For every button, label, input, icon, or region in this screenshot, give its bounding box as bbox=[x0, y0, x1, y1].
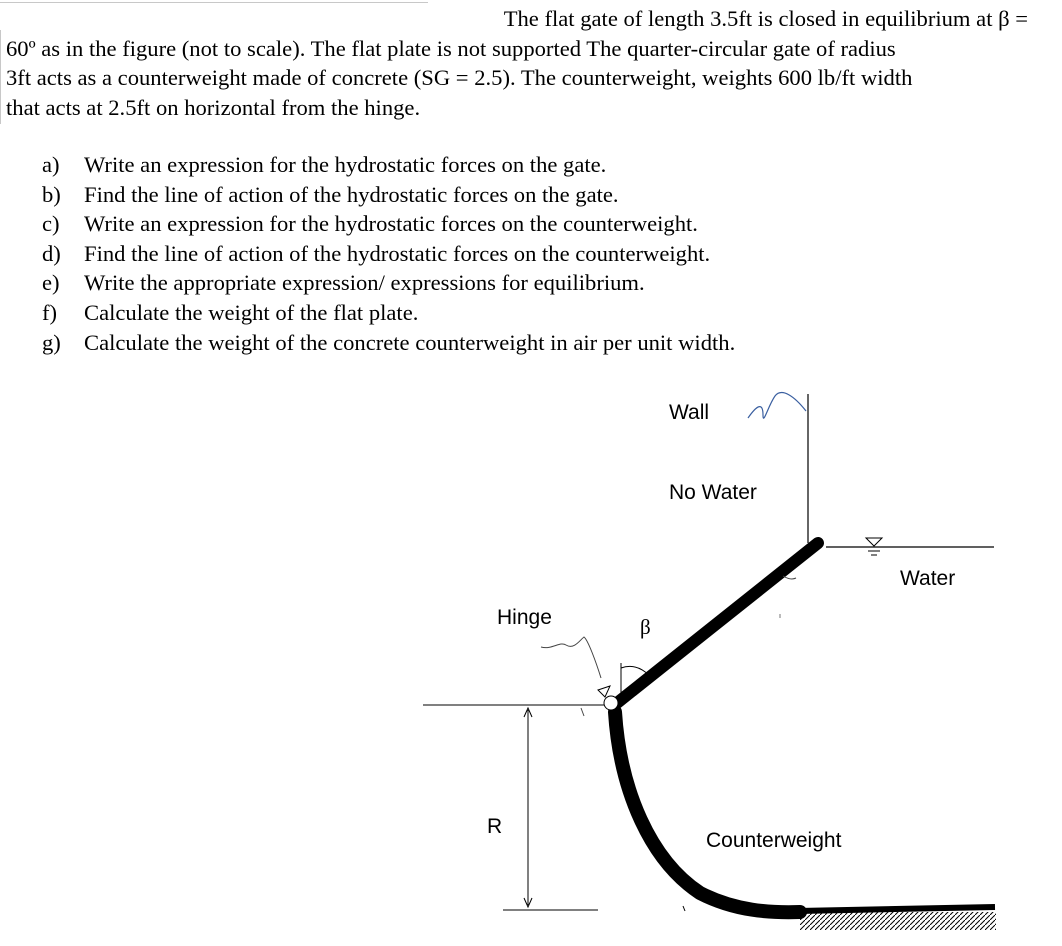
problem-line: The flat gate of length 3.5ft is closed in equilibrium at β = bbox=[503, 6, 1028, 31]
problem-line: 3ft acts as a counterweight made of concrete (SG = 2.5). The counterweight, weights 600 lb/ft width bbox=[6, 65, 913, 90]
beta-label: β bbox=[640, 615, 651, 639]
question-text: Calculate the weight of the flat plate. bbox=[84, 299, 419, 325]
wall-squiggle bbox=[748, 393, 806, 419]
question-text: Find the line of action of the hydrostatic forces on the gate. bbox=[84, 181, 619, 207]
water-label: Water bbox=[900, 567, 956, 590]
question-letter: a) bbox=[42, 152, 60, 177]
radius-dimension bbox=[503, 708, 598, 910]
hinge-icon bbox=[598, 686, 618, 710]
problem-line: 60º as in the figure (not to scale). The flat plate is not supported The quarter-circular gate of radius bbox=[6, 35, 896, 61]
question-text: Calculate the weight of the concrete counterweight in air per unit width. bbox=[84, 329, 736, 355]
question-letter: c) bbox=[42, 211, 60, 237]
question-letter: b) bbox=[42, 181, 61, 207]
radius-label: R bbox=[487, 815, 503, 838]
question-text: Write an expression for the hydrostatic forces on the counterweight. bbox=[84, 211, 698, 237]
counterweight-label: Counterweight bbox=[706, 829, 842, 852]
question-letter: f) bbox=[42, 299, 58, 325]
question-text: Write the appropriate expression/ expressions for equilibrium. bbox=[84, 270, 645, 296]
question-letter: e) bbox=[42, 270, 60, 296]
hinge-label: Hinge bbox=[497, 606, 552, 629]
question-letter: d) bbox=[42, 240, 61, 266]
no-water-label: No Water bbox=[669, 481, 757, 504]
counterweight-quarter-circle bbox=[615, 712, 800, 912]
question-letter: g) bbox=[42, 329, 61, 355]
question-text: Write an expression for the hydrostatic forces on the gate. bbox=[84, 152, 607, 177]
problem-line: that acts at 2.5ft on horizontal from the hinge. bbox=[6, 94, 421, 120]
counterweight-base bbox=[798, 907, 995, 911]
tick-mark bbox=[581, 708, 584, 716]
wall-label: Wall bbox=[669, 401, 710, 424]
hinge-leader-line bbox=[541, 637, 601, 678]
ground-hatching bbox=[800, 912, 996, 930]
question-text: Find the line of action of the hydrostatic forces on the counterweight. bbox=[84, 240, 711, 266]
arc-mark bbox=[683, 906, 685, 911]
